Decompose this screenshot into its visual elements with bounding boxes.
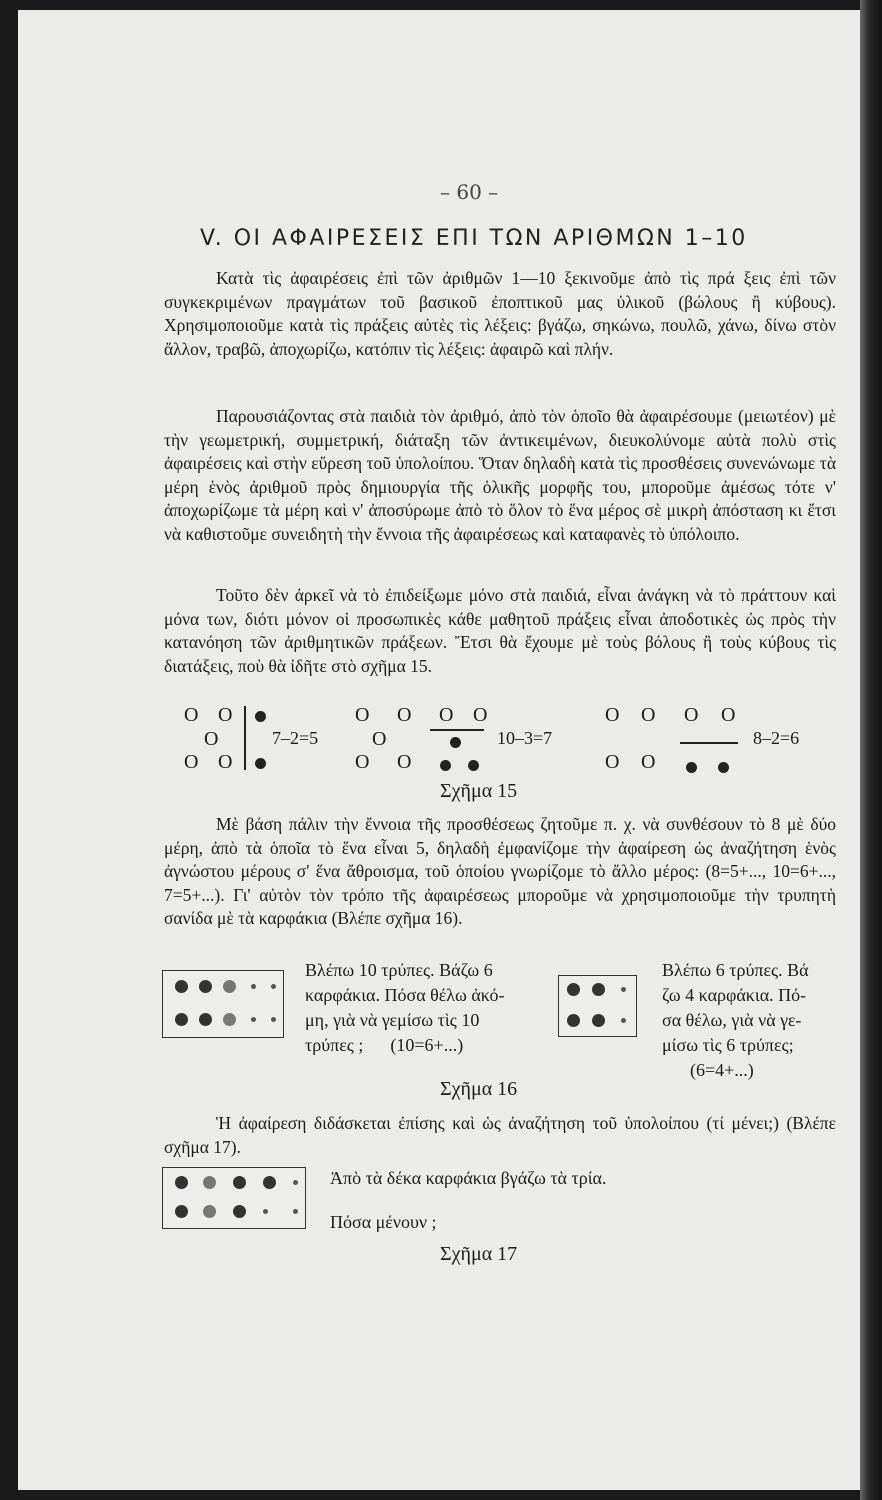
fig16-left-line-2: καρφάκια. Πόσα θέλω ἀκό- [305,985,505,1005]
peg-dot [592,983,605,996]
fig16-right-line-1: Βλέπω 6 τρύπες. Βά [662,960,809,980]
marble-o: O [605,751,620,773]
pegboard-10-holes [162,970,284,1038]
marble-o: O [372,728,387,750]
pegboard-10-pegs [162,1167,306,1229]
removed-marble-dot [255,758,266,769]
peg-dot [233,1205,246,1218]
marble-o: O [218,704,233,726]
peg-dot [567,1014,580,1027]
peg-dot [223,1013,236,1026]
marble-o: O [184,704,199,726]
peg-dot [223,980,236,993]
chapter-heading: V. ΟΙ ΑΦΑΙΡΕΣΕΙΣ ΕΠΙ ΤΩΝ ΑΡΙΘΜΩΝ 1–10 [200,226,748,251]
peg-dot [175,980,188,993]
peg-dot [199,1013,212,1026]
peg-dot [175,1013,188,1026]
removed-marble-dot [718,762,729,773]
divider-line [244,706,246,770]
fig17-line-1: Ἀπὸ τὰ δέκα καρφάκια βγάζω τὰ τρία. [330,1168,607,1188]
fig16-left-line-3: μη, γιὰ νὰ γεμίσω τὶς 10 [305,1010,480,1030]
marble-o: O [605,704,620,726]
separator-line [430,729,484,731]
removed-marble-dot [255,711,266,722]
figure-17-caption: Σχῆμα 17 [440,1243,518,1265]
paragraph-1: Κατὰ τὶς ἀφαιρέσεις ἐπὶ τῶν ἀριθμῶν 1—10 ξεκινοῦμε ἀπὸ τὶς πρά ξεις ἐπὶ τῶν συγκεκριμένων πραγμάτων τοῦ βασικοῦ ἐποπτικοῦ μας ὑλικοῦ (βώλους ἢ κύβους). Χρησιμοποιοῦμε κατὰ τὶς πράξεις αὐτὲς τὶς λέξεις: βγάζω, σηκώνω, πουλῶ, χάνω, δίνω στὸν ἄλλον, τραβῶ, ἀποχωρίζω, κατόπιν τὶς λέξεις: ἀφαιρῶ καὶ πλήν. [164,268,836,359]
peg-dot [175,1176,188,1189]
paragraph-4: Μὲ βάση πάλιν τὴν ἔννοια τῆς προσθέσεως ζητοῦμε π. χ. νὰ συνθέσουν τὸ 8 μὲ δύο μέρη, ἀπὸ τὰ ὁποῖα τὸ ἕνα εἶναι 5, δηλαδὴ ἐμφανίζομε τὴν ἀφαίρεση ὡς ἀναζήτηση ἑνὸς ἀγνώστου μέρους σ' ἕνα ἄθροισμα, τοῦ ὁποίου γνωρίζομε τὸ ἄλλο μέρος: (8=5+..., 10=6+..., 7=5+...). Γι' αὐτὸν τὸν τρόπο τῆς ἀφαιρέσεως μποροῦμε νὰ χρησιμοποιοῦμε τὴν τρυπητὴ σανίδα μὲ τὰ καρφάκια (Βλέπε σχῆμα 16). [164,814,836,929]
book-spine [860,0,882,1500]
fig16-right-line-5: (6=4+...) [690,1060,754,1080]
marble-o: O [641,751,656,773]
marble-o: O [218,751,233,773]
marble-o: O [721,704,736,726]
peg-dot [199,980,212,993]
empty-hole [293,1209,298,1214]
figure-16-caption: Σχῆμα 16 [440,1078,518,1100]
fig16-left-line-4: τρύπες ; (10=6+...) [305,1035,464,1055]
equation-8-2: 8–2=6 [753,728,800,748]
peg-dot [263,1176,276,1189]
equation-7-2: 7–2=5 [272,728,319,748]
separator-line [680,742,738,744]
paragraph-2: Παρουσιάζοντας στὰ παιδιὰ τὸν ἀριθμό, ἀπὸ τὸν ὁποῖο θὰ ἀφαιρέσουμε (μειωτέον) μὲ τὴν γεωμετρική, συμμετρική, διάταξη τῶν ἀντικειμένων, διευκολύνομε αὐτὰ πολὺ στὶς ἀφαιρέσεις καὶ στὴν εὕρεση τοῦ ὑπολοίπου. Ὅταν δηλαδὴ κατὰ τὶς προσθέσεις συνενώνωμε τὰ μέρη ἑνὸς ἀριθμοῦ πρὸς δημιουργία τῆς ὁλικῆς μορφῆς του, μποροῦμε ἀμέσως τότε ν' ἀποχωρίζωμε τὰ μέρη καὶ ν' ἀποσύρωμε ἀπὸ τὸ ὅλον τὸ ἕνα μέρος σὲ μικρὴ ἀπόσταση κι ἔτσι νὰ καθιστοῦμε συνειδητὴ τὴν ἔννοια τῆς ἀφαιρέσεως καὶ καταφανὲς τὸ ὑπόλοιπο. [164,406,836,544]
marble-o: O [204,728,219,750]
empty-hole [271,984,276,989]
removed-marble-dot [686,762,697,773]
page-number: – 60 – [440,180,499,204]
empty-hole [263,1209,268,1214]
pegboard-6-holes [558,975,637,1037]
empty-hole [621,1018,626,1023]
empty-hole [621,987,626,992]
empty-hole [251,984,256,989]
peg-dot [233,1176,246,1189]
marble-o: O [355,751,370,773]
peg-dot [203,1205,216,1218]
removed-marble-dot [440,760,451,771]
paragraph-5: Ἡ ἀφαίρεση διδάσκεται ἐπίσης καὶ ὡς ἀναζήτηση τοῦ ὑπολοίπου (τί μένει;) (Βλέπε σχῆμα 17). [164,1113,836,1157]
peg-dot [175,1205,188,1218]
peg-dot [592,1014,605,1027]
fig16-right-line-3: σα θέλω, γιὰ νὰ γε- [662,1010,802,1030]
empty-hole [251,1017,256,1022]
empty-hole [293,1180,298,1185]
marble-o: O [355,704,370,726]
peg-dot [567,983,580,996]
marble-o: O [439,704,454,726]
fig16-right-line-2: ζω 4 καρφάκια. Πό- [662,985,807,1005]
marble-o: O [641,704,656,726]
marble-o: O [397,704,412,726]
fig16-left-line-1: Βλέπω 10 τρύπες. Βάζω 6 [305,960,493,980]
equation-10-3: 10–3=7 [497,728,553,748]
marble-o: O [184,751,199,773]
figure-15-caption: Σχῆμα 15 [440,780,518,802]
marble-o: O [397,751,412,773]
paragraph-3: Τοῦτο δὲν ἀρκεῖ νὰ τὸ ἐπιδείξωμε μόνο στὰ παιδιά, εἶναι ἀνάγκη νὰ τὸ πράττουν καὶ μόνα των, διότι μόνον οἱ προσωπικὲς κάθε μαθητοῦ πράξεις εἶναι ἀποδοτικὲς ὡς πρὸς τὴν κατανόηση τῶν ἀριθμητικῶν πράξεων. Ἔτσι θὰ ἔχουμε μὲ τοὺς βόλους ἢ τοὺς κύβους τὶς διατάξεις, ποὺ θὰ ἰδῆτε στὸ σχῆμα 15. [164,585,836,676]
fig17-line-2: Πόσα μένουν ; [330,1212,437,1232]
fig16-right-line-4: μίσω τὶς 6 τρύπες; [662,1035,794,1055]
empty-hole [271,1017,276,1022]
marble-o: O [473,704,488,726]
removed-marble-dot [468,760,479,771]
marble-o: O [684,704,699,726]
removed-marble-dot [450,737,461,748]
peg-dot [203,1176,216,1189]
